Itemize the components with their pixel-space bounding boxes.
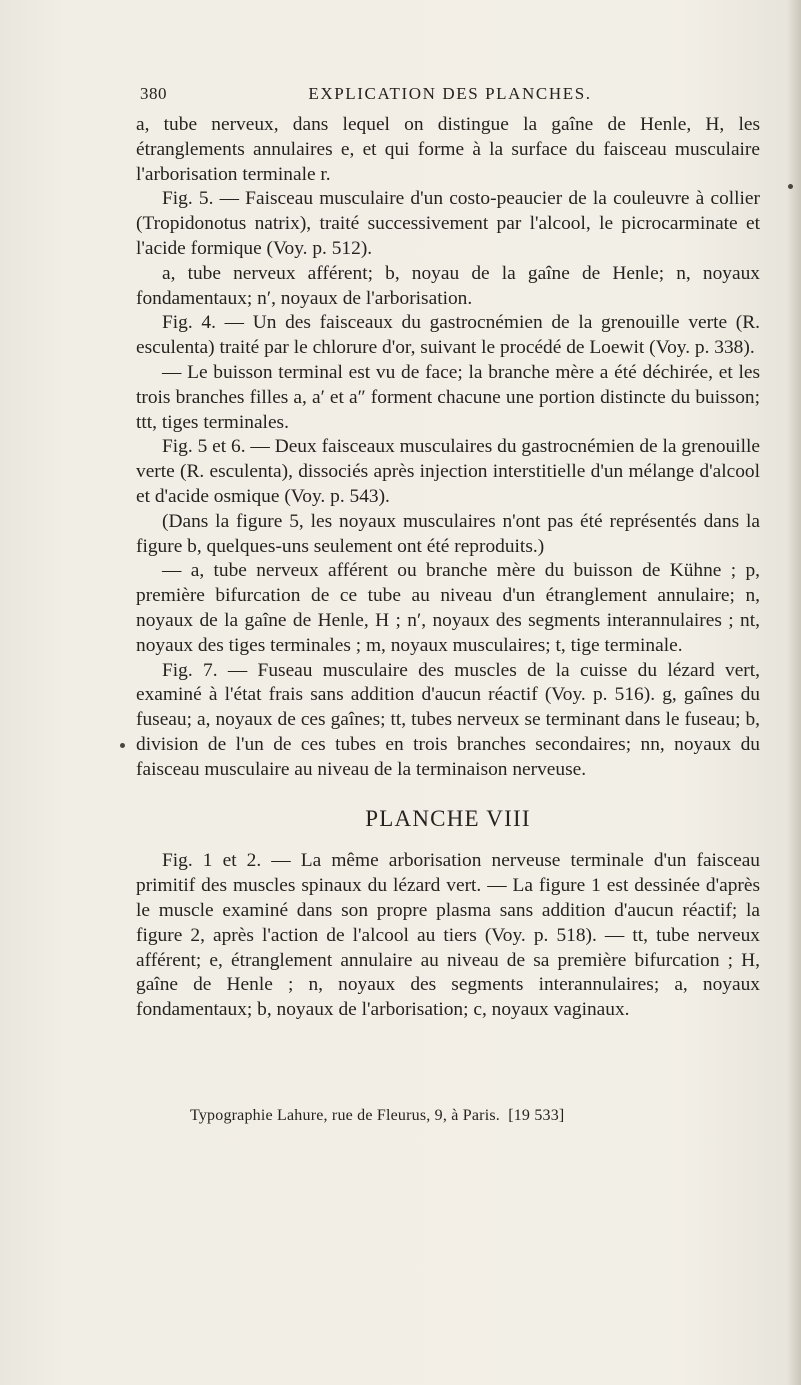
- paragraph-2: Fig. 5. — Faisceau musculaire d'un costo-peaucier de la couleuvre à collier (Tropidonotus natrix), traité successivement par l'alcool, le picrocarminate et l'acide formique (Voy. p. 512).: [136, 188, 760, 259]
- paragraph-3: a, tube nerveux afférent; b, noyau de la gaîne de Henle; n, noyaux fondamentaux; n′, noyaux de l'arborisation.: [136, 262, 760, 309]
- paragraph-10: Fig. 1 et 2. — La même arborisation nerveuse terminale d'un faisceau primitif des muscles spinaux du lézard vert. — La figure 1 est dessinée d'après le muscle examiné dans son propre plasma sans addition d'aucun réactif; la figure 2, après l'action de l'alcool au tiers (Voy. p. 518). — tt, tube nerveux afférent; e, étranglement annulaire au niveau de sa première bifurcation ; H, gaîne de Henle ; n, noyaux des segments interannulaires; a, noyaux fondamentaux; b, noyaux de l'arborisation; c, noyaux vaginaux.: [136, 850, 760, 1021]
- running-head: [140, 84, 760, 114]
- paragraph-4: Fig. 4. — Un des faisceaux du gastrocnémien de la grenouille verte (R. esculenta) traité par le chlorure d'or, suivant le procédé de Loewit (Voy. p. 338).: [136, 312, 760, 359]
- page-edge-shadow: [787, 0, 801, 1385]
- paragraph-9: Fig. 7. — Fuseau musculaire des muscles de la cuisse du lézard vert, examiné à l'état frais sans addition d'aucun réactif (Voy. p. 516). g, gaînes du fuseau; a, noyaux de ces gaînes; tt, tubes nerveux se terminant dans le fuseau; b, division de l'un de ces tubes en trois branches secondaires; nn, noyaux du faisceau musculaire au niveau de la terminaison nerveuse.: [136, 659, 760, 780]
- margin-mark: [788, 184, 793, 189]
- margin-mark: [120, 743, 125, 748]
- imprint-code: [19 533]: [508, 1107, 565, 1124]
- printer-imprint: [190, 1107, 730, 1125]
- running-title: EXPLICATION DES PLANCHES.: [308, 84, 592, 103]
- paragraph-8: — a, tube nerveux afférent ou branche mère du buisson de Kühne ; p, première bifurcation de ce tube au niveau d'un étranglement annulaire; n, noyaux de la gaîne de Henle, H ; n′, noyaux des segments interannulaires ; nt, noyaux des tiges terminales ; m, noyaux musculaires; t, tige terminale.: [136, 560, 760, 656]
- paragraph-1: a, tube nerveux, dans lequel on distingue la gaîne de Henle, H, les étranglements annulaires e, et qui forme à la surface du faisceau musculaire l'arborisation terminale r.: [136, 114, 760, 185]
- paragraph-6: Fig. 5 et 6. — Deux faisceaux musculaires du gastrocnémien de la grenouille verte (R. esculenta), dissociés après injection interstitielle d'un mélange d'alcool et d'acide osmique (Voy. p. 543).: [136, 436, 760, 507]
- imprint-text: Typographie Lahure, rue de Fleurus, 9, à Paris.: [190, 1107, 500, 1124]
- body-text: [136, 113, 760, 1023]
- paragraph-5: — Le buisson terminal est vu de face; la branche mère a été déchirée, et les trois branches filles a, a′ et a″ forment chacune une portion distincte du buisson; ttt, tiges terminales.: [136, 361, 760, 433]
- page-number: 380: [140, 84, 167, 103]
- paragraph-7: (Dans la figure 5, les noyaux musculaires n'ont pas été représentés dans la figure b, quelques-uns seulement ont été reproduits.): [136, 510, 760, 557]
- section-title: PLANCHE VIII: [365, 805, 531, 831]
